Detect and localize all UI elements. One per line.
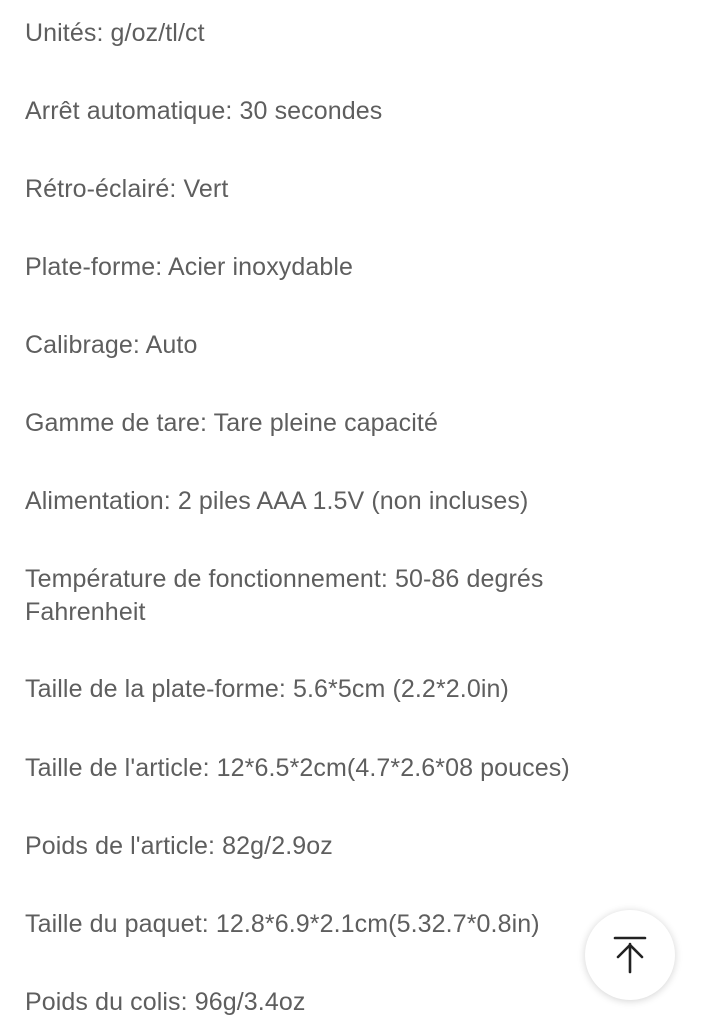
spec-backlight: Rétro-éclairé: Vert [25, 175, 229, 203]
back-to-top-button[interactable] [585, 910, 675, 1000]
spec-package-weight: Poids du colis: 96g/3.4oz [25, 988, 306, 1016]
spec-tare-range: Gamme de tare: Tare pleine capacité [25, 409, 438, 437]
spec-calibration: Calibrage: Auto [25, 331, 198, 359]
spec-package-size: Taille du paquet: 12.8*6.9*2.1cm(5.32.7*0.8in) [25, 910, 540, 938]
spec-power: Alimentation: 2 piles AAA 1.5V (non incluses) [25, 487, 529, 515]
arrow-up-to-line-icon [612, 935, 648, 975]
spec-item-size: Taille de l'article: 12*6.5*2cm(4.7*2.6*08 pouces) [25, 754, 570, 782]
spec-platform-size: Taille de la plate-forme: 5.6*5cm (2.2*2.0in) [25, 675, 509, 703]
spec-item-weight: Poids de l'article: 82g/2.9oz [25, 832, 333, 860]
spec-operating-temperature: Température de fonctionnement: 50-86 degrés Fahrenheit [25, 565, 544, 626]
spec-platform: Plate-forme: Acier inoxydable [25, 253, 354, 281]
spec-units: Unités: g/oz/tl/ct [25, 19, 205, 47]
spec-auto-off: Arrêt automatique: 30 secondes [25, 97, 383, 125]
